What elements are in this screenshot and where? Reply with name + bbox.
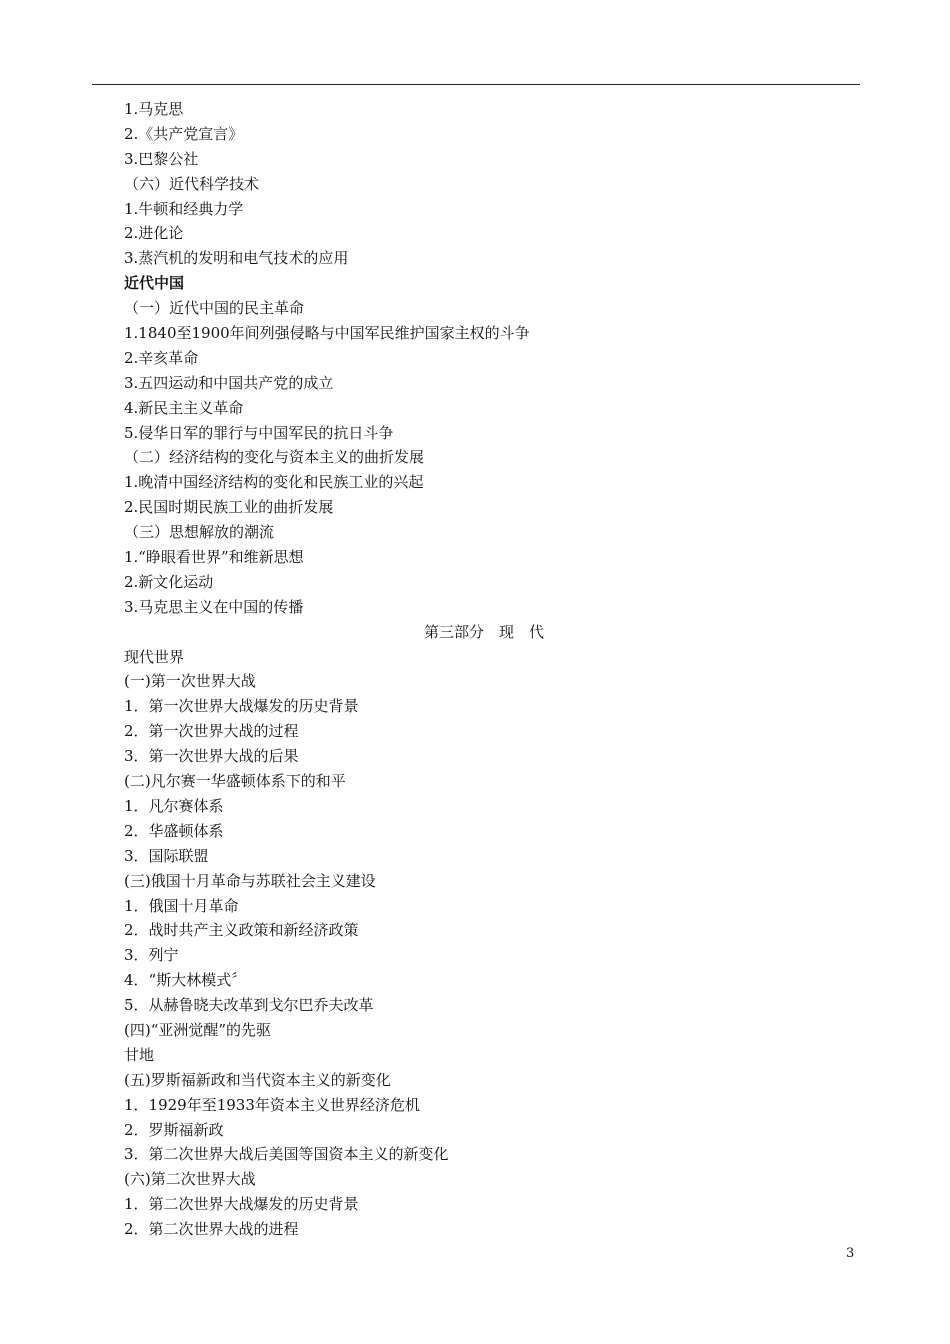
outline-line: 1.“睁眼看世界”和维新思想 [124,548,304,567]
outline-line: (一)第一次世界大战 [124,672,256,691]
outline-line: 3．国际联盟 [124,846,209,865]
outline-line: 2.《共产党宣言》 [124,124,244,143]
outline-line: 2．罗斯福新政 [124,1120,224,1139]
section-heading: 近代中国 [124,274,185,293]
outline-line: （六）近代科学技术 [124,174,260,193]
outline-line: 3．第二次世界大战后美国等国资本主义的新变化 [124,1145,449,1164]
outline-line: 1．俄国十月革命 [124,896,239,915]
outline-line: (二)凡尔赛一华盛顿体系下的和平 [124,772,346,791]
outline-line: 3.马克思主义在中国的传播 [124,597,304,616]
outline-line: 4.新民主主义革命 [124,398,244,417]
outline-line: 1．1929年至1933年资本主义世界经济危机 [124,1095,420,1114]
outline-line: 3.蒸汽机的发明和电气技术的应用 [124,249,349,268]
outline-line: 1．第二次世界大战爆发的历史背景 [124,1195,359,1214]
outline-line: （三）思想解放的潮流 [124,523,275,542]
outline-line: (六)第二次世界大战 [124,1170,256,1189]
outline-line: 4．“斯大林模式〞 [124,971,247,990]
outline-line: 3．第一次世界大战的后果 [124,747,299,766]
outline-line: 1.牛顿和经典力学 [124,199,244,218]
outline-line: (三)俄国十月革命与苏联社会主义建设 [124,871,376,890]
outline-line: 2．第二次世界大战的进程 [124,1220,299,1239]
outline-line: 1.马克思 [124,100,184,118]
outline-line: 2．华盛顿体系 [124,821,224,840]
outline-line: 1.1840至1900年间列强侵略与中国军民维护国家主权的斗争 [124,324,530,343]
page-number: 3 [846,1246,855,1261]
outline-line: 3.五四运动和中国共产党的成立 [124,373,334,392]
outline-line: 1.晚清中国经济结构的变化和民族工业的兴起 [124,473,424,492]
outline-line: 5.侵华日军的罪行与中国军民的抗日斗争 [124,423,394,442]
outline-line: 现代世界 [124,647,185,666]
outline-line: (五)罗斯福新政和当代资本主义的新变化 [124,1070,391,1089]
outline-line: (四)“亚洲觉醒”的先驱 [124,1020,272,1039]
outline-line: 2.新文化运动 [124,572,214,591]
outline-line: 3.巴黎公社 [124,149,199,168]
outline-line: 5．从赫鲁晓夫改革到戈尔巴乔夫改革 [124,996,374,1015]
outline-line: 1．凡尔赛体系 [124,796,224,815]
outline-line: 2.辛亥革命 [124,348,199,367]
outline-line: 2.民国时期民族工业的曲折发展 [124,498,334,517]
outline-line: 2.进化论 [124,224,184,243]
outline-line: 2．第一次世界大战的过程 [124,722,299,741]
document-body [124,97,844,1242]
outline-line: 3．列宁 [124,946,179,965]
outline-line: 1．第一次世界大战爆发的历史背景 [124,697,359,716]
outline-line: 甘地 [124,1045,155,1064]
header-rule [92,84,860,85]
outline-line: 2．战时共产主义政策和新经济政策 [124,921,359,940]
outline-line: （一）近代中国的民主革命 [124,299,305,318]
outline-line: （二）经济结构的变化与资本主义的曲折发展 [124,448,425,467]
part-title: 第三部分 现 代 [423,622,544,641]
